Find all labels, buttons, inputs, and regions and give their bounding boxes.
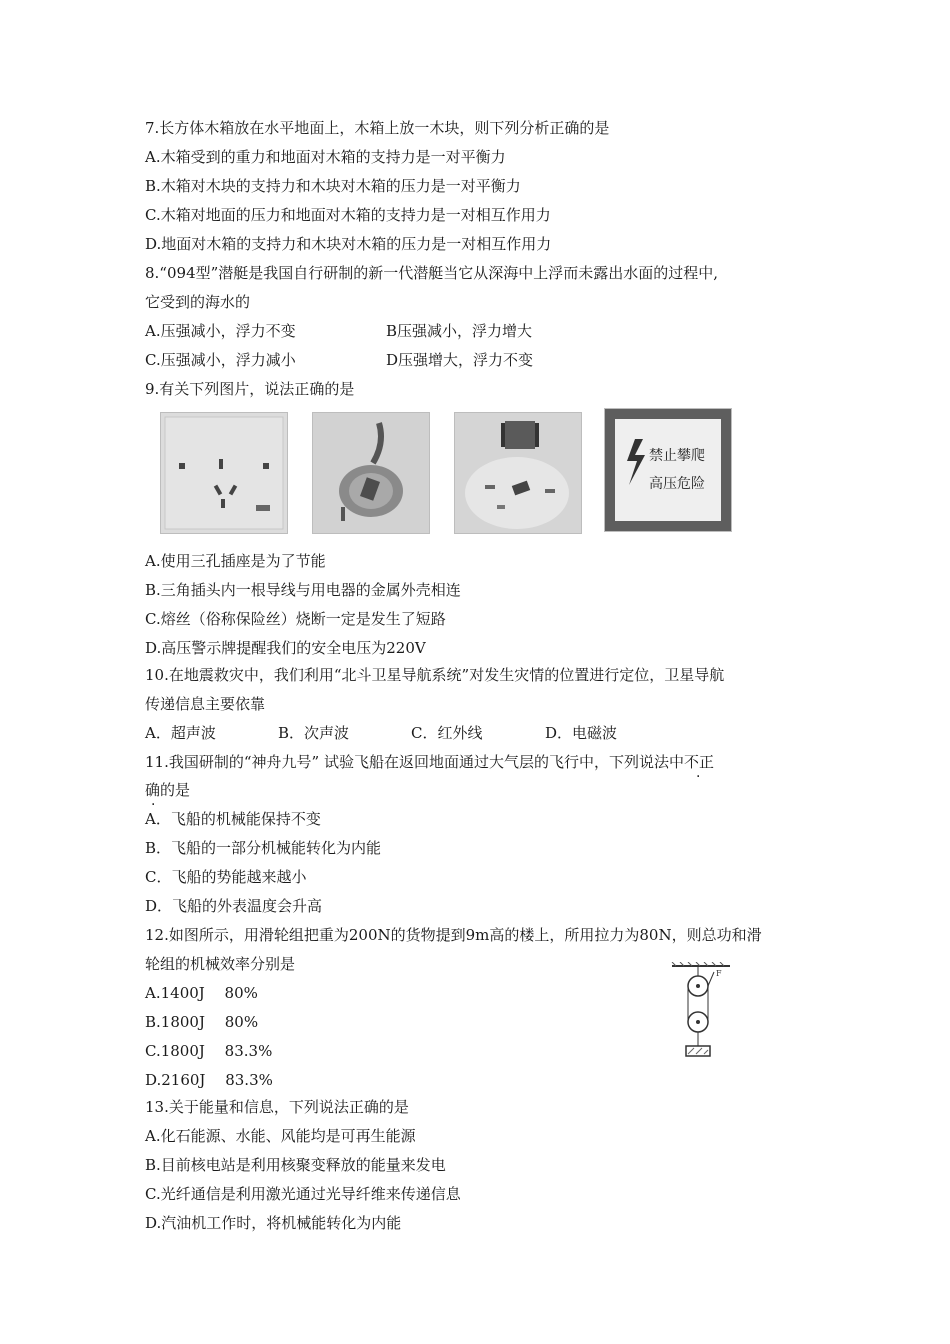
q9-option-d: D.高压警示牌提醒我们的安全电压为220V	[145, 639, 426, 657]
q11-emphasis-not-correct: 不正	[683, 753, 714, 771]
q12-option-d: D.2160J 83.3%	[145, 1071, 273, 1089]
q13-option-d: D.汽油机工作时，将机械能转化为内能	[145, 1214, 402, 1232]
q8-option-c: C.压强减小，浮力减小	[145, 351, 296, 369]
socket-icon	[161, 413, 287, 533]
q11-stem-rest: 的是	[160, 781, 191, 799]
pulley-diagram	[668, 962, 738, 1062]
q11-stem-line2	[145, 780, 190, 800]
q8-stem-line1: 8.“094型”潜艇是我国自行研制的新一代潜艇当它从深海中上浮而未露出水面的过程中,	[145, 264, 719, 282]
q12-option-a: A.1400J 80%	[145, 984, 258, 1002]
socket-photo	[160, 412, 288, 534]
q12-option-c: C.1800J 83.3%	[145, 1042, 273, 1060]
q7-option-d: D.地面对木箱的支持力和木块对木箱的压力是一对相互作用力	[145, 235, 552, 253]
q11-option-a: A．飞船的机械能保持不变	[145, 810, 321, 828]
q7-option-b: B.木箱对木块的支持力和木块对木箱的压力是一对平衡力	[145, 177, 521, 195]
fuse-icon	[455, 413, 581, 533]
q7-option-c: C.木箱对地面的压力和地面对木箱的支持力是一对相互作用力	[145, 206, 551, 224]
q7-stem: 7.长方体木箱放在水平地面上，木箱上放一木块，则下列分析正确的是	[145, 119, 610, 137]
force-label: F	[716, 969, 722, 978]
q10-stem-line2: 传递信息主要依靠	[145, 695, 266, 713]
lightning-icon	[605, 409, 731, 531]
q9-option-b: B.三角插头内一根导线与用电器的金属外壳相连	[145, 581, 461, 599]
q13-option-c: C.光纤通信是利用激光通过光导纤维来传递信息	[145, 1185, 461, 1203]
q10-option-b: B．次声波	[278, 724, 350, 742]
q8-option-d: D压强增大，浮力不变	[386, 351, 534, 369]
q10-option-d: D．电磁波	[545, 724, 618, 742]
q12-stem-line2: 轮组的机械效率分别是	[145, 955, 296, 973]
q8-option-a: A.压强减小，浮力不变	[145, 322, 296, 340]
q8-stem-line2: 它受到的海水的	[145, 293, 251, 311]
sign-text-line2: 高压危险	[649, 476, 705, 492]
q11-emphasis-char: 确	[145, 781, 161, 799]
q11-option-c: C．飞船的势能越来越小	[145, 868, 307, 886]
q10-stem-line1: 10.在地震救灾中，我们利用“北斗卫星导航系统”对发生灾情的位置进行定位，卫星导航	[145, 666, 725, 684]
q13-option-b: B.目前核电站是利用核聚变释放的能量来发电	[145, 1156, 446, 1174]
q11-option-b: B．飞船的一部分机械能转化为内能	[145, 839, 382, 857]
q10-option-a: A．超声波	[145, 724, 216, 742]
plug-photo	[312, 412, 430, 534]
q9-option-a: A.使用三孔插座是为了节能	[145, 552, 326, 570]
fuse-photo	[454, 412, 582, 534]
sign-text-line1: 禁止攀爬	[649, 448, 705, 464]
q8-option-b: B压强减小，浮力增大	[386, 322, 533, 340]
plug-icon	[313, 413, 429, 533]
q10-option-c: C．红外线	[411, 724, 483, 742]
q13-stem: 13.关于能量和信息，下列说法正确的是	[145, 1098, 409, 1116]
q11-option-d: D．飞船的外表温度会升高	[145, 897, 323, 915]
q9-stem: 9.有关下列图片，说法正确的是	[145, 380, 355, 398]
q7-option-a: A.木箱受到的重力和地面对木箱的支持力是一对平衡力	[145, 148, 506, 166]
q13-option-a: A.化石能源、水能、风能均是可再生能源	[145, 1127, 416, 1145]
warning-sign-photo	[604, 408, 732, 532]
q12-stem-line1: 12.如图所示，用滑轮组把重为200N的货物提到9m高的楼上，所用拉力为80N，则总功和滑	[145, 926, 762, 944]
q12-option-b: B.1800J 80%	[145, 1013, 259, 1031]
q11-stem-line1	[145, 752, 714, 772]
q11-stem-text: 11.我国研制的“神舟九号” 试验飞船在返回地面通过大气层的飞行中，下列说法中	[145, 753, 684, 771]
q9-option-c: C.熔丝（俗称保险丝）烧断一定是发生了短路	[145, 610, 446, 628]
